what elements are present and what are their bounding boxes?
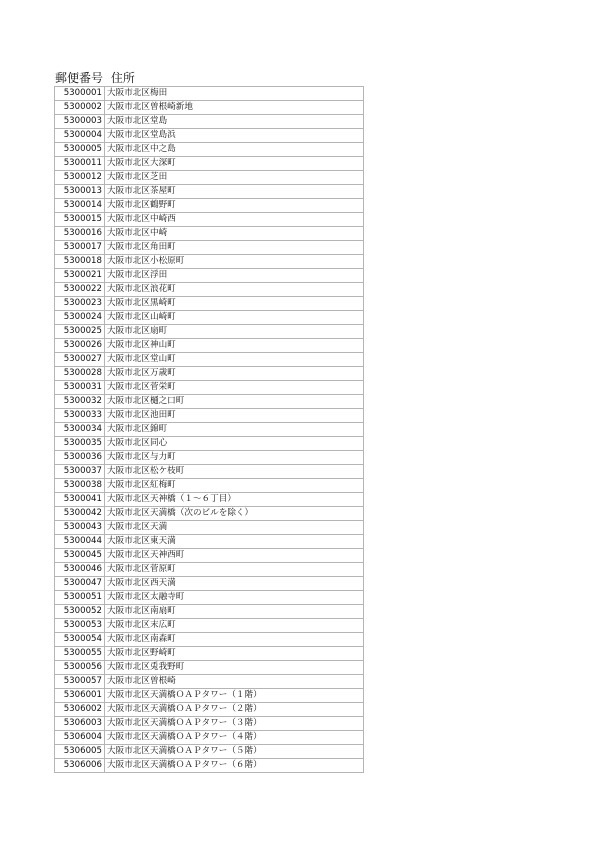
table-row (55, 563, 364, 577)
postal-code-table (54, 86, 364, 773)
address-cell: 大阪市北区末広町 (105, 619, 364, 633)
address-cell: 大阪市北区天満橋ＯＡＰタワー（２階） (105, 703, 364, 717)
address-cell: 大阪市北区山崎町 (105, 311, 364, 325)
table-row (55, 717, 364, 731)
table-row (55, 241, 364, 255)
postal-code-cell: 5306006 (55, 759, 105, 773)
table-row (55, 423, 364, 437)
postal-code-cell: 5306002 (55, 703, 105, 717)
table-row (55, 493, 364, 507)
postal-code-cell: 5300033 (55, 409, 105, 423)
address-cell: 大阪市北区天満 (105, 521, 364, 535)
address-cell: 大阪市北区小松原町 (105, 255, 364, 269)
postal-code-cell: 5300043 (55, 521, 105, 535)
postal-code-cell: 5300018 (55, 255, 105, 269)
address-cell: 大阪市北区梅田 (105, 87, 364, 101)
postal-code-cell: 5300004 (55, 129, 105, 143)
table-row (55, 745, 364, 759)
address-cell: 大阪市北区中崎西 (105, 213, 364, 227)
postal-code-cell: 5300036 (55, 451, 105, 465)
address-cell: 大阪市北区大深町 (105, 157, 364, 171)
address-cell: 大阪市北区菅原町 (105, 563, 364, 577)
postal-code-cell: 5306003 (55, 717, 105, 731)
postal-code-cell: 5300005 (55, 143, 105, 157)
address-cell: 大阪市北区天神西町 (105, 549, 364, 563)
address-cell: 大阪市北区神山町 (105, 339, 364, 353)
table-row (55, 605, 364, 619)
table-row (55, 325, 364, 339)
address-cell: 大阪市北区扇町 (105, 325, 364, 339)
table-row (55, 535, 364, 549)
table-row (55, 633, 364, 647)
postal-code-cell: 5300034 (55, 423, 105, 437)
postal-code-cell: 5300031 (55, 381, 105, 395)
postal-code-cell: 5300035 (55, 437, 105, 451)
postal-code-cell: 5306001 (55, 689, 105, 703)
address-cell: 大阪市北区兎我野町 (105, 661, 364, 675)
address-cell: 大阪市北区松ケ枝町 (105, 465, 364, 479)
postal-code-cell: 5300016 (55, 227, 105, 241)
table-row (55, 409, 364, 423)
postal-code-cell: 5300051 (55, 591, 105, 605)
table-row (55, 465, 364, 479)
postal-code-cell: 5300014 (55, 199, 105, 213)
address-cell: 大阪市北区野崎町 (105, 647, 364, 661)
table-row (55, 353, 364, 367)
address-cell: 大阪市北区堂島 (105, 115, 364, 129)
address-cell: 大阪市北区樋之口町 (105, 395, 364, 409)
table-row (55, 199, 364, 213)
table-row (55, 395, 364, 409)
address-cell: 大阪市北区天満橋ＯＡＰタワー（６階） (105, 759, 364, 773)
postal-code-cell: 5300025 (55, 325, 105, 339)
address-header: 住所 (110, 71, 135, 85)
address-cell: 大阪市北区曽根崎 (105, 675, 364, 689)
postal-code-cell: 5300023 (55, 297, 105, 311)
address-cell: 大阪市北区浮田 (105, 269, 364, 283)
address-cell: 大阪市北区茶屋町 (105, 185, 364, 199)
address-cell: 大阪市北区角田町 (105, 241, 364, 255)
postal-code-cell: 5300032 (55, 395, 105, 409)
table-row (55, 269, 364, 283)
address-cell: 大阪市北区南森町 (105, 633, 364, 647)
postal-code-cell: 5300011 (55, 157, 105, 171)
table-row (55, 661, 364, 675)
postal-code-cell: 5300045 (55, 549, 105, 563)
address-cell: 大阪市北区芝田 (105, 171, 364, 185)
postal-code-cell: 5300001 (55, 87, 105, 101)
table-row (55, 311, 364, 325)
postal-code-cell: 5300028 (55, 367, 105, 381)
table-row (55, 367, 364, 381)
table-row (55, 521, 364, 535)
table-row (55, 647, 364, 661)
postal-code-cell: 5300042 (55, 507, 105, 521)
table-row (55, 591, 364, 605)
table-row (55, 143, 364, 157)
address-cell: 大阪市北区太融寺町 (105, 591, 364, 605)
table-row (55, 283, 364, 297)
table-row (55, 675, 364, 689)
table-row (55, 87, 364, 101)
postal-code-cell: 5300017 (55, 241, 105, 255)
postal-code-cell: 5300022 (55, 283, 105, 297)
table-row (55, 381, 364, 395)
table-row (55, 689, 364, 703)
postal-code-cell: 5300015 (55, 213, 105, 227)
address-cell: 大阪市北区池田町 (105, 409, 364, 423)
address-cell: 大阪市北区与力町 (105, 451, 364, 465)
table-row (55, 339, 364, 353)
postal-code-cell: 5300053 (55, 619, 105, 633)
address-cell: 大阪市北区天満橋ＯＡＰタワー（５階） (105, 745, 364, 759)
postal-code-cell: 5300003 (55, 115, 105, 129)
address-cell: 大阪市北区東天満 (105, 535, 364, 549)
table-row (55, 157, 364, 171)
address-cell: 大阪市北区錦町 (105, 423, 364, 437)
postal-code-cell: 5300047 (55, 577, 105, 591)
address-cell: 大阪市北区堂山町 (105, 353, 364, 367)
table-row (55, 213, 364, 227)
address-cell: 大阪市北区天満橋ＯＡＰタワー（１階） (105, 689, 364, 703)
postal-code-cell: 5306004 (55, 731, 105, 745)
postal-code-cell: 5300044 (55, 535, 105, 549)
postal-code-cell: 5300038 (55, 479, 105, 493)
address-cell: 大阪市北区中之島 (105, 143, 364, 157)
table-row (55, 577, 364, 591)
table-row (55, 171, 364, 185)
postal-code-cell: 5300046 (55, 563, 105, 577)
postal-code-cell: 5300037 (55, 465, 105, 479)
table-body (55, 87, 364, 773)
table-row (55, 549, 364, 563)
postal-code-cell: 5300002 (55, 101, 105, 115)
table-row (55, 437, 364, 451)
postal-code-cell: 5300027 (55, 353, 105, 367)
postal-code-cell: 5300056 (55, 661, 105, 675)
address-cell: 大阪市北区同心 (105, 437, 364, 451)
address-cell: 大阪市北区天満橋ＯＡＰタワー（４階） (105, 731, 364, 745)
address-cell: 大阪市北区紅梅町 (105, 479, 364, 493)
postal-code-cell: 5306005 (55, 745, 105, 759)
postal-code-cell: 5300057 (55, 675, 105, 689)
table-row (55, 297, 364, 311)
address-cell: 大阪市北区堂島浜 (105, 129, 364, 143)
address-cell: 大阪市北区菅栄町 (105, 381, 364, 395)
postal-code-header: 郵便番号 (55, 71, 104, 85)
postal-code-cell: 5300013 (55, 185, 105, 199)
postal-code-cell: 5300024 (55, 311, 105, 325)
table-row (55, 479, 364, 493)
table-row (55, 507, 364, 521)
address-cell: 大阪市北区浪花町 (105, 283, 364, 297)
table-row (55, 129, 364, 143)
postal-code-cell: 5300055 (55, 647, 105, 661)
table-row (55, 255, 364, 269)
address-cell: 大阪市北区万歳町 (105, 367, 364, 381)
address-cell: 大阪市北区西天満 (105, 577, 364, 591)
table-row (55, 185, 364, 199)
address-cell: 大阪市北区曽根崎新地 (105, 101, 364, 115)
address-cell: 大阪市北区中崎 (105, 227, 364, 241)
column-headers (55, 69, 135, 86)
address-cell: 大阪市北区黒崎町 (105, 297, 364, 311)
address-cell: 大阪市北区南扇町 (105, 605, 364, 619)
table-row (55, 101, 364, 115)
postal-code-cell: 5300026 (55, 339, 105, 353)
postal-code-cell: 5300021 (55, 269, 105, 283)
table-row (55, 115, 364, 129)
table-row (55, 731, 364, 745)
table-row (55, 759, 364, 773)
postal-code-cell: 5300052 (55, 605, 105, 619)
address-cell: 大阪市北区天神橋（１～６丁目） (105, 493, 364, 507)
address-cell: 大阪市北区天満橋ＯＡＰタワー（３階） (105, 717, 364, 731)
postal-code-cell: 5300041 (55, 493, 105, 507)
table-row (55, 227, 364, 241)
table-row (55, 451, 364, 465)
table-row (55, 619, 364, 633)
postal-code-cell: 5300012 (55, 171, 105, 185)
address-cell: 大阪市北区鶴野町 (105, 199, 364, 213)
table-row (55, 703, 364, 717)
address-cell: 大阪市北区天満橋（次のビルを除く） (105, 507, 364, 521)
postal-code-cell: 5300054 (55, 633, 105, 647)
